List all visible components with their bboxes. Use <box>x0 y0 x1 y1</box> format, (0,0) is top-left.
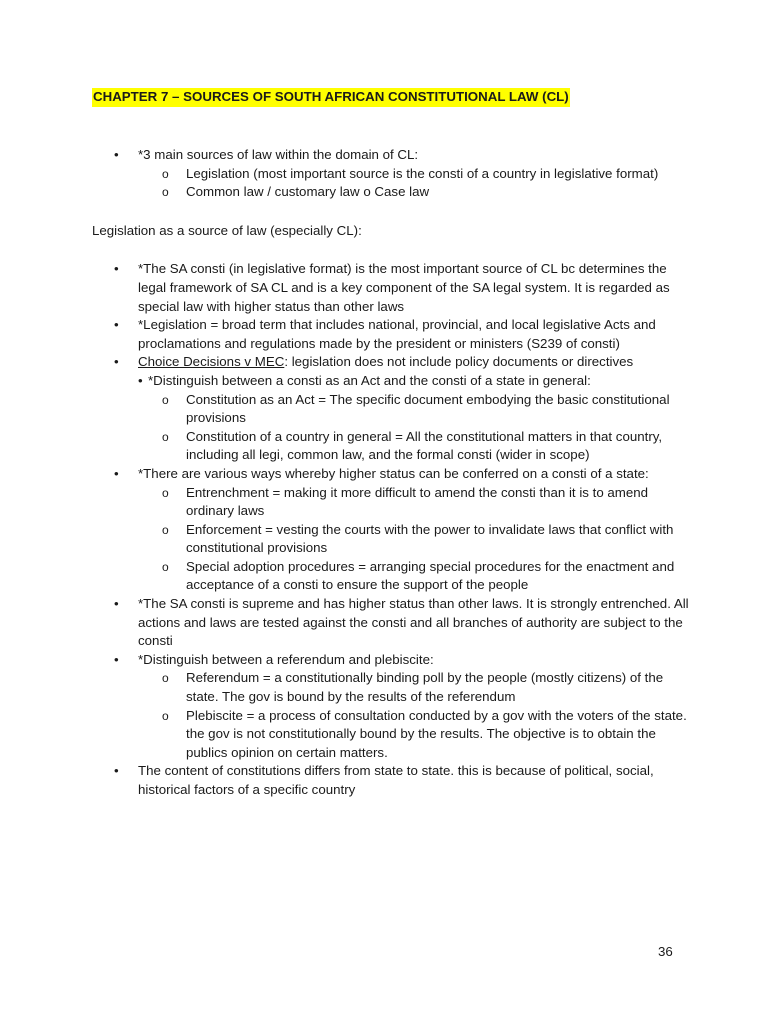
sub-bullet-icon: o <box>162 522 169 537</box>
sub-bullet-icon: o <box>162 559 169 574</box>
sub-list-item: o Legislation (most important source is the consti of a country in legislative format) <box>92 165 692 184</box>
sub-bullet-icon: o <box>162 671 169 686</box>
case-name: Choice Decisions v MEC <box>138 354 285 370</box>
sub-list-item: o Referendum = a constitutionally binding poll by the people (mostly citizens) of the state. The gov is bound by the results of the referendum <box>162 670 664 705</box>
sub-list-item: o Constitution as an Act = The specific document embodying the basic constitutional provisions <box>162 391 670 426</box>
list-item: • *The SA consti (in legislative format) is the most important source of CL bc determines the legal framework of SA CL and is a key component of the SA legal system. It is regarded as special law with higher status than other laws <box>114 261 670 314</box>
bullet-icon: • <box>114 465 119 481</box>
bullet-icon: • <box>114 763 119 779</box>
list-item: • *There are various ways whereby higher status can be conferred on a consti of a state: <box>92 465 692 484</box>
sub-list-item: o Enforcement = vesting the courts with the power to invalidate laws that conflict with constitutional provisions <box>162 521 674 556</box>
list-item: • *Legislation = broad term that includes national, provincial, and local legislative Acts and proclamations and regulations made by the president or ministers (S239 of consti) <box>114 317 656 351</box>
document-body <box>92 146 692 800</box>
sub-bullet-icon: o <box>162 429 169 444</box>
bullet-icon: • <box>114 261 119 277</box>
legislation-list <box>92 260 692 799</box>
list-item: • *Distinguish between a consti as an Act and the consti of a state in general: <box>92 372 692 391</box>
list-item: • *3 main sources of law within the domain of CL: <box>92 146 692 165</box>
bullet-icon: • <box>114 651 119 667</box>
bullet-icon: • <box>114 354 119 370</box>
bullet-icon: • <box>138 372 143 388</box>
sub-bullet-icon: o <box>162 485 169 500</box>
sub-list-item: o Entrenchment = making it more difficult to amend the consti than it is to amend ordinary laws <box>162 484 649 519</box>
section-title: Legislation as a source of law (especially CL): <box>92 222 362 238</box>
sub-bullet-icon: o <box>162 392 169 407</box>
list-item: • Choice Decisions v MEC: legislation does not include policy documents or directives <box>92 353 692 372</box>
page-number: 36 <box>658 944 673 959</box>
list-item: • *The SA consti is supreme and has higher status than other laws. It is strongly entrenched. All actions and laws are tested against the consti and all branches of authority are subject to the consti <box>114 596 689 649</box>
sub-bullet-icon: o <box>162 185 169 200</box>
sub-bullet-icon: o <box>162 166 169 181</box>
sub-list-item: o Special adoption procedures = arranging special procedures for the enactment and acceptance of a consti to ensure the support of the people <box>162 558 675 593</box>
sub-list-item: o Common law / customary law o Case law <box>92 183 692 202</box>
list-item: • The content of constitutions differs from state to state. this is because of political, social, historical factors of a specific country <box>114 763 654 797</box>
list-item: • *Distinguish between a referendum and plebiscite: <box>92 651 692 670</box>
sub-bullet-icon: o <box>162 708 169 723</box>
bullet-icon: • <box>114 596 119 612</box>
sub-list-item: o Plebiscite = a process of consultation conducted by a gov with the voters of the state. the gov is not constitutionally bound by the results. The objective is to obtain the publics opinion on certain matters. <box>162 707 687 760</box>
bullet-icon: • <box>114 147 119 162</box>
chapter-heading: CHAPTER 7 – SOURCES OF SOUTH AFRICAN CONSTITUTIONAL LAW (CL) <box>92 88 570 107</box>
intro-list <box>92 146 692 202</box>
sub-list-item: o Constitution of a country in general = All the constitutional matters in that country, including all legi, common law, and the formal consti (wider in scope) <box>162 428 663 463</box>
bullet-icon: • <box>114 317 119 333</box>
